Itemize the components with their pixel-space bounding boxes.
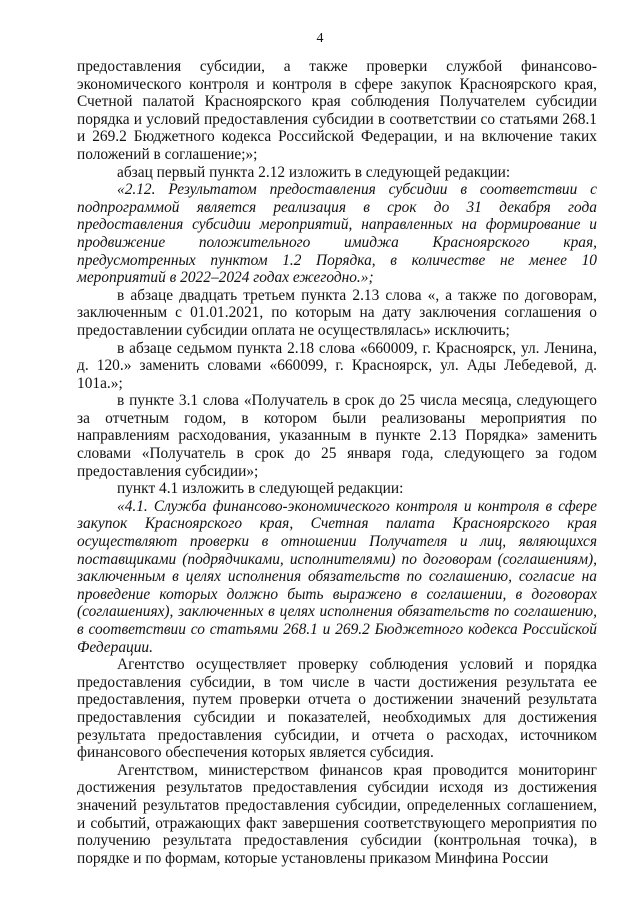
paragraph: предоставления субсидии, а также проверки службой финансово-экономического контроля и контроля в сфере закупок Красноярского края, Счетной палатой Красноярского края соблюдения Получателем субсидии порядка и условий предоставления субсидии в соответствии со статьями 268.1 и 269.2 Бюджетного кодекса Российской Федерации, и на включение таких положений в соглашение;»; — [77, 58, 597, 163]
paragraph: Агентством, министерством финансов края проводится мониторинг достижения результатов предоставления субсидии исходя из достижения значений результатов предоставления субсидии, определенных соглашением, и событий, отражающих факт завершения соответствующего мероприятия по получению результата предоставления субсидии (контрольная точка), в порядке и по формам, которые установлены приказом Минфина России — [77, 761, 597, 867]
paragraph: в пункте 3.1 слова «Получатель в срок до 25 числа месяца, следующего за отчетным годом, в котором были реализованы мероприятия по направлениям расходования, указанным в пункте 2.13 Порядка» заменить словами «Получатель в срок до 25 января года, следующего за годом предоставления субсидии»; — [77, 392, 597, 480]
quoted-paragraph: «2.12. Результатом предоставления субсидии в соответствии с подпрограммой является реализация в срок до 31 декабря года предоставления субсидии мероприятий, направленных на формирование и продвижение положительного имиджа Красноярского края, предусмотренных пунктом 1.2 Порядка, в количестве не менее 10 мероприятий в 2022–2024 годах ежегодно.»; — [77, 181, 597, 287]
paragraph: в абзаце двадцать третьем пункта 2.13 слова «, а также по договорам, заключенным с 01.01.2021, по которым на дату заключения соглашения о предоставлении субсидии оплата не осуществлялась» исключить; — [77, 286, 597, 339]
paragraph: абзац первый пункта 2.12 изложить в следующей редакции: — [117, 163, 511, 181]
paragraph: пункт 4.1 изложить в следующей редакции: — [117, 480, 404, 498]
page-number: 4 — [316, 31, 324, 46]
document-body — [77, 58, 597, 867]
paragraph: Агентство осуществляет проверку соблюдения условий и порядка предоставления субсидии, в том числе в части достижения результата ее предоставления, путем проверки отчета о достижении значений результата предоставления субсидии и показателей, необходимых для достижения результата предоставления субсидии, и отчета о расходах, источником финансового обеспечения которых является субсидия. — [77, 656, 597, 762]
quoted-paragraph: «4.1. Служба финансово-экономического контроля и контроля в сфере закупок Красноярского края, Счетная палата Красноярского края осуществляют проверки в отношении Получателя и лиц, являющихся поставщиками (подрядчиками, исполнителями) по договорам (соглашениям), заключенным в целях исполнения обязательств по соглашению, согласие на проведение которых должно быть выражено в соглашении, в договорах (соглашениях), заключенных в целях исполнения обязательств по соглашению, в соответствии со статьями 268.1 и 269.2 Бюджетного кодекса Российской Федерации. — [77, 497, 597, 656]
paragraph: в абзаце седьмом пункта 2.18 слова «660009, г. Красноярск, ул. Ленина, д. 120.» заменить словами «660099, г. Красноярск, ул. Ады Лебедевой, д. 101а.»; — [77, 339, 597, 392]
